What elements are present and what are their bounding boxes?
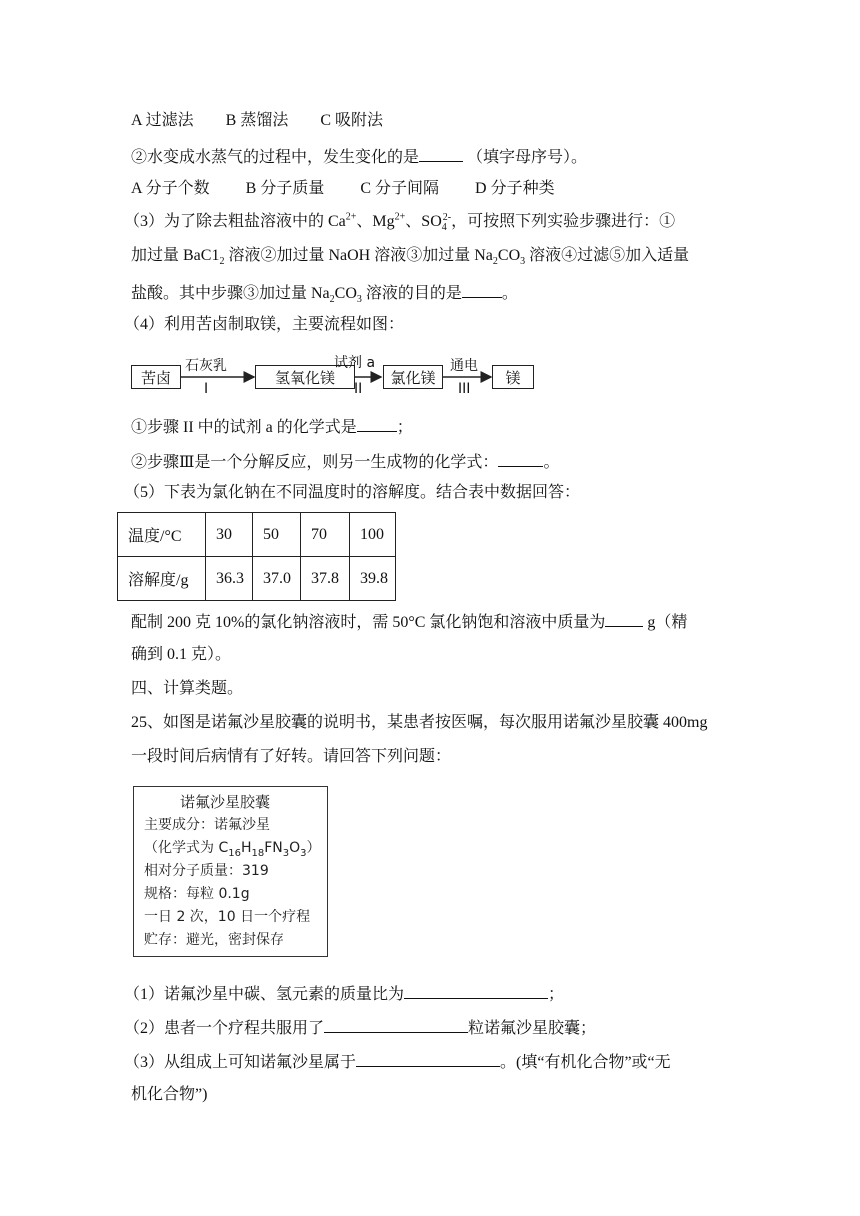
- table-cell: 37.8: [301, 557, 350, 601]
- filter-method-options: A 过滤法 B 蒸馏法 C 吸附法: [131, 112, 384, 129]
- q4-1-tail: ；: [396, 419, 413, 436]
- arrow-3-reagent: 通电: [450, 358, 478, 374]
- section-heading: 四、计算类题。: [131, 680, 244, 697]
- q3-line-2: [131, 246, 689, 266]
- table-cell: 100: [350, 513, 396, 557]
- q3-text-k: 溶液的目的是: [361, 285, 462, 302]
- q25-part-3-continued: 机化合物”): [131, 1086, 208, 1103]
- q3-line-1: [124, 212, 675, 232]
- q25-intro-line-1: 25、如图是诺氟沙星胶囊的说明书，某患者按医嘱，每次服用诺氟沙星胶囊 400mg: [131, 714, 708, 731]
- node-magnesium: 镁: [492, 365, 534, 389]
- q3-text-i: 盐酸。其中步骤③加过量 Na: [131, 285, 330, 302]
- q3-text-c: 、SO: [405, 213, 442, 230]
- table-row-solubility: [118, 557, 396, 601]
- formula-h-subscript: 18: [251, 847, 265, 859]
- q3-text-b: 、Mg: [356, 213, 395, 230]
- table-row-temperature: [118, 513, 396, 557]
- bacl2-subscript: 2: [219, 256, 225, 268]
- table-header-cell: 温度/°C: [118, 513, 206, 557]
- q25-2-tail: 粒诺氟沙星胶囊；: [468, 1020, 597, 1037]
- q4-1-prompt: ①步骤 II 中的试剂 a 的化学式是: [131, 419, 357, 436]
- node-bittern: 苦卤: [131, 365, 181, 389]
- q4-title: （4）利用苦卤制取镁，主要流程如图：: [124, 316, 405, 333]
- table-cell: 50: [253, 513, 301, 557]
- q25-1-answer-blank[interactable]: [404, 982, 548, 999]
- drug-instruction-label: [133, 786, 328, 957]
- q3-text-f: 溶液②加过量 NaOH 溶液③加过量 Na: [224, 247, 493, 264]
- q25-3-tail: 。(填“有机化合物”或“无: [500, 1054, 671, 1071]
- so4-subscript: 4: [441, 222, 447, 234]
- q2-prompt: ②水变成水蒸气的过程中，发生变化的是: [131, 149, 420, 166]
- arrow-2-step: II: [354, 381, 363, 397]
- q3-text-j: CO: [334, 285, 357, 302]
- co3-subscript-2: 3: [356, 294, 362, 306]
- q3-line-3: [131, 281, 518, 304]
- formula-n-subscript: 3: [282, 847, 290, 859]
- ca-charge: 2+: [345, 211, 357, 223]
- solubility-table: [117, 512, 396, 601]
- na2-subscript-2: 2: [329, 294, 335, 306]
- q25-part-2: [124, 1016, 596, 1039]
- q3-text-g: CO: [497, 247, 521, 264]
- q4-2-answer-blank[interactable]: [498, 450, 543, 467]
- q2-answer-blank[interactable]: [419, 145, 463, 162]
- node-magnesium-hydroxide: 氢氧化镁: [255, 365, 355, 389]
- q4-part-1: [131, 415, 413, 438]
- formula-suffix: ）: [306, 840, 321, 856]
- q3-text-e: 加过量 BaC1: [131, 247, 220, 264]
- q25-1-tail: ；: [548, 986, 565, 1003]
- formula-prefix: （化学式为 C: [144, 840, 229, 856]
- label-ingredient: 主要成分：诺氟沙星: [144, 817, 270, 833]
- q5-unit: g（精: [643, 614, 688, 631]
- label-dosage: 一日 2 次，10 日一个疗程: [144, 909, 311, 925]
- q4-part-2: [131, 450, 559, 473]
- q5-prompt: 配制 200 克 10%的氯化钠溶液时，需 50°C 氯化钠饱和溶液中质量为: [131, 614, 606, 631]
- q5-answer-line-2: 确到 0.1 克）。: [131, 646, 232, 663]
- label-specification: 规格：每粒 0.1g: [144, 886, 250, 902]
- arrow-3-step: III: [458, 381, 471, 397]
- table-cell: 39.8: [350, 557, 396, 601]
- label-storage: 贮存：避光，密封保存: [144, 932, 284, 948]
- q5-answer-line-1: [131, 610, 687, 633]
- q25-2-answer-blank[interactable]: [324, 1016, 468, 1033]
- q3-text-a: （3）为了除去粗盐溶液中的 Ca: [124, 213, 346, 230]
- formula-o-subscript: 3: [300, 847, 307, 859]
- so4-charge: 2-: [442, 211, 452, 223]
- q25-1-prompt: （1）诺氟沙星中碳、氢元素的质量比为: [124, 986, 405, 1003]
- q3-text-h: 溶液④过滤⑤加入适量: [525, 247, 690, 264]
- process-flow-diagram: [131, 355, 541, 400]
- q25-3-answer-blank[interactable]: [356, 1050, 500, 1067]
- mg-charge: 2+: [394, 211, 406, 223]
- arrow-1-reagent: 石灰乳: [185, 358, 227, 374]
- table-cell: 30: [206, 513, 253, 557]
- q4-2-tail: 。: [543, 454, 560, 471]
- formula-o: O: [289, 840, 301, 856]
- table-cell: 37.0: [253, 557, 301, 601]
- q2-tail: （填字母序号）。: [467, 149, 588, 166]
- label-title: 诺氟沙星胶囊: [180, 793, 271, 811]
- q25-part-3: [124, 1050, 671, 1073]
- table-cell: 70: [301, 513, 350, 557]
- na2-subscript: 2: [492, 256, 498, 268]
- label-formula: [144, 839, 321, 857]
- q25-intro-line-2: 一段时间后病情有了好转。请回答下列问题：: [131, 748, 452, 765]
- question-2-text: [131, 145, 587, 168]
- q5-answer-blank[interactable]: [605, 610, 643, 627]
- q3-answer-blank[interactable]: [462, 281, 502, 298]
- q3-text-d: ，可按照下列实验步骤进行：①: [451, 213, 676, 230]
- arrow-1-step: I: [204, 381, 209, 397]
- formula-fn: FN: [264, 840, 283, 856]
- co3-subscript: 3: [520, 256, 526, 268]
- table-header-cell: 溶解度/g: [118, 557, 206, 601]
- node-magnesium-chloride: 氯化镁: [383, 365, 443, 389]
- q4-2-prompt: ②步骤Ⅲ是一个分解反应，则另一生成物的化学式：: [131, 454, 499, 471]
- label-molecular-mass: 相对分子质量：319: [144, 863, 269, 879]
- q4-1-answer-blank[interactable]: [357, 415, 397, 432]
- q25-part-1: [124, 982, 564, 1005]
- arrow-2-reagent: 试剂 a: [334, 355, 376, 371]
- q3-text-l: 。: [501, 285, 518, 302]
- q25-2-prompt: （2）患者一个疗程共服用了: [124, 1020, 325, 1037]
- q25-3-prompt: （3）从组成上可知诺氟沙星属于: [124, 1054, 357, 1071]
- molecule-options: A 分子个数 B 分子质量 C 分子间隔 D 分子种类: [131, 180, 555, 197]
- table-cell: 36.3: [206, 557, 253, 601]
- q5-title: （5）下表为氯化钠在不同温度时的溶解度。结合表中数据回答：: [124, 484, 581, 501]
- formula-h: H: [240, 840, 252, 856]
- formula-c-subscript: 16: [228, 847, 241, 859]
